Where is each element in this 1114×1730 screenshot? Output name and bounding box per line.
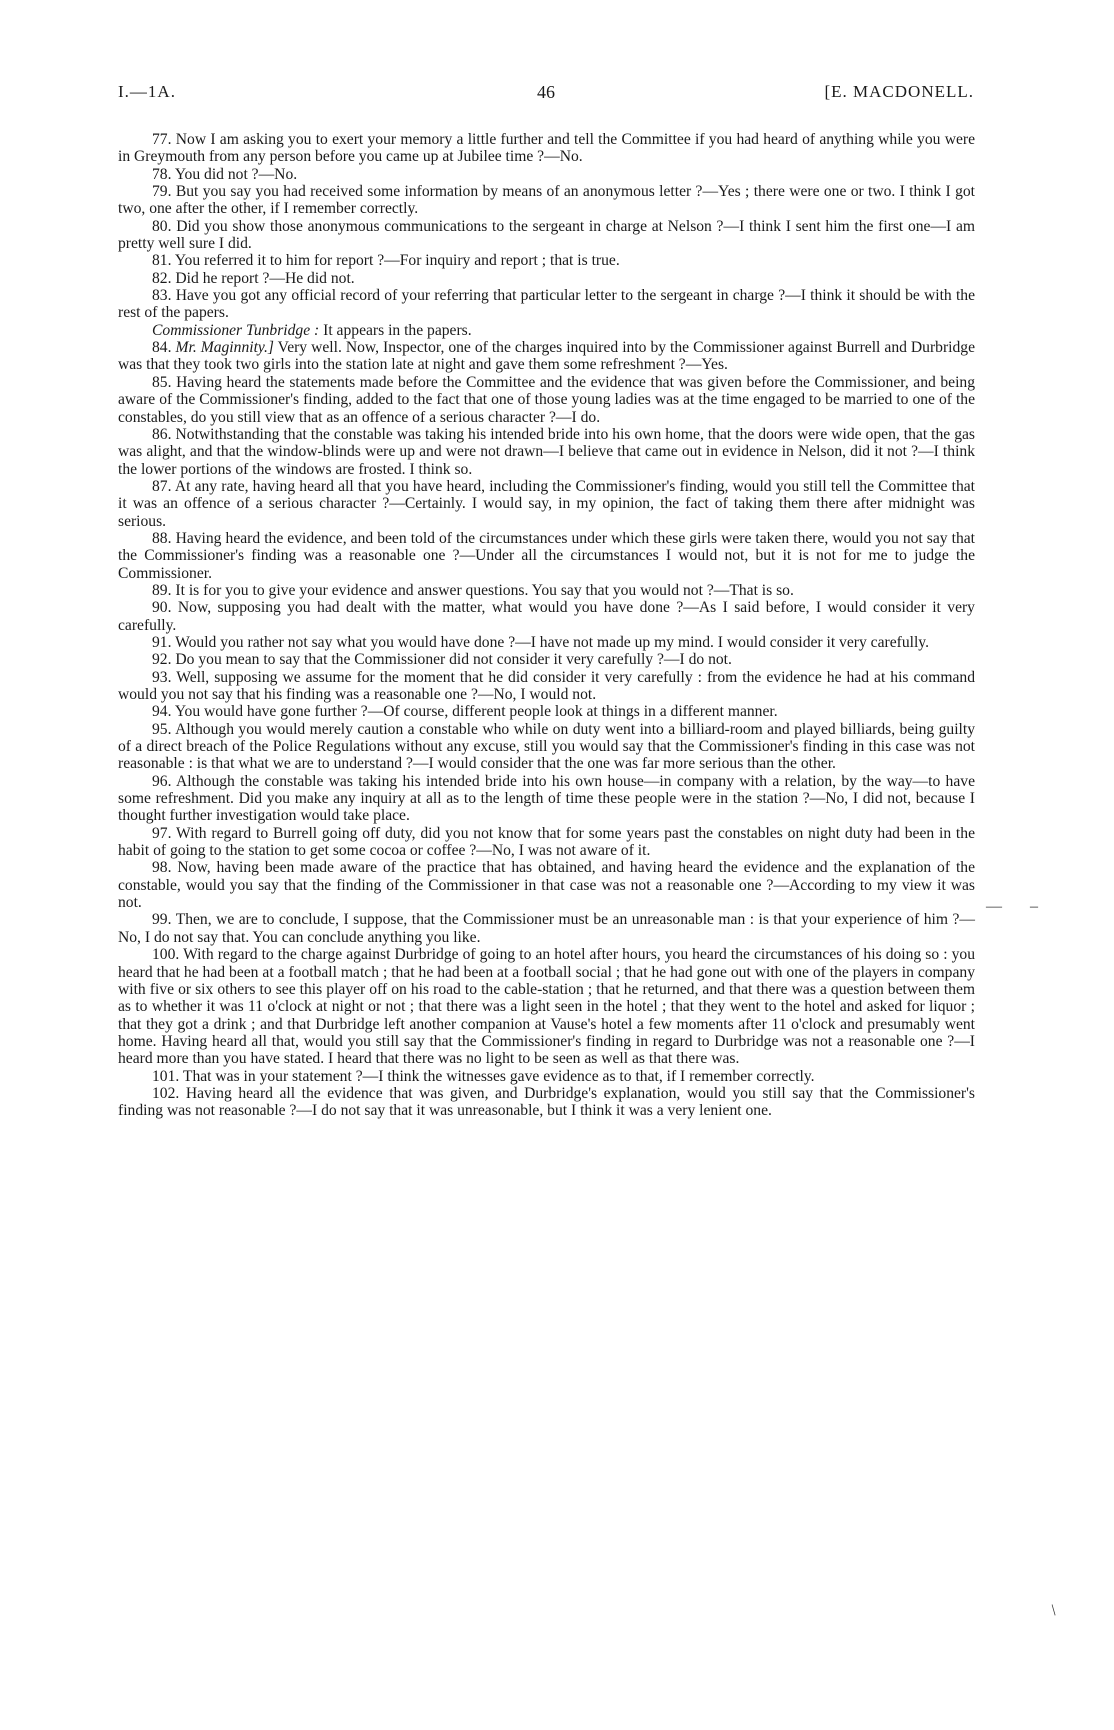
qa-paragraph: [118, 131, 975, 166]
question-number: 96.: [152, 772, 172, 790]
qa-paragraph: [118, 322, 975, 339]
question-number: 93.: [152, 668, 172, 686]
margin-dash-mark: —: [986, 898, 1002, 915]
margin-slash-mark: /: [1047, 1602, 1061, 1619]
page-number: 46: [537, 82, 555, 102]
question-number: 85.: [152, 373, 172, 391]
question-number: 102.: [152, 1084, 180, 1102]
qa-paragraph: [118, 374, 975, 426]
qa-paragraph: [118, 669, 975, 704]
witness-name: [E. MACDONELL.: [824, 82, 974, 101]
qa-paragraph: [118, 582, 975, 599]
paragraph-text: Now, having been made aware of the practice that has obtained, and having heard the evidence and the explanation of the constable, would you say that the finding of the Commissioner in that case was not a reasonable one ?—According to my view it was not.: [118, 859, 975, 912]
paragraph-text: Now I am asking you to exert your memory a little further and tell the Committee if you had heard of anything while you were in Greymouth from any person before you came up at Jubilee time ?—No.: [118, 131, 975, 166]
qa-paragraph: [118, 651, 975, 668]
paragraph-text: You did not ?—No.: [174, 165, 298, 183]
paragraph-text: It is for you to give your evidence and answer questions. You say that you would not ?—That is so.: [175, 581, 794, 599]
question-number: 94.: [152, 703, 172, 721]
paragraph-text: Having heard all the evidence that was given, and Durbridge's explanation, would you still say that the Commissioner's finding was not reasonable ?—I do not say that it was unreasonable, but I think it was a very lenient one.: [118, 1084, 975, 1120]
qa-paragraph: [118, 599, 975, 634]
paragraph-text: Would you rather not say what you would have done ?—I have not made up my mind. I would consider it very carefully.: [175, 633, 929, 651]
qa-paragraph: [118, 825, 975, 860]
document-body: [118, 131, 975, 1120]
paragraph-text: With regard to the charge against Durbridge of going to an hotel after hours, you heard the circumstances of his doing so : you heard that he had been at a football match ; that he had been at a football social ; that he had gone out with one of the players in company with five or six others to see this player off on his road to the cable-station ; that he returned, and that there was a question between them as to whether it was 11 o'clock at night or not ; that there was a light seen in the hotel ; that they went to the hotel and asked for liquor ; that they got a drink ; and that Durbridge left another companion at Vause's hotel a few moments after 11 o'clock and presumably went home. Having heard all that, would you still say that the Commissioner's finding in regard to Durbridge was not a reasonable one ?—I heard more than you have stated. I heard that there was no light to be seen as well as that there was.: [118, 946, 975, 1068]
paragraph-text: Did he report ?—He did not.: [175, 269, 355, 287]
paragraph-text: Did you show those anonymous communications to the sergeant in charge at Nelson ?—I think I sent him the first one—I am pretty well sure I did.: [118, 217, 975, 253]
qa-paragraph: [118, 252, 975, 269]
document-reference: I.—1A.: [118, 82, 176, 101]
qa-paragraph: [118, 1068, 975, 1085]
question-number: 77.: [152, 131, 172, 148]
margin-dash-mark: ‒: [1030, 898, 1038, 915]
speaker-label: Mr. Maginnity.]: [175, 339, 274, 357]
paragraph-text: Although you would merely caution a constable who while on duty went into a billiard-room and played billiards, being guilty of a direct breach of the Police Regulations without any excuse, still you would say that the Commissioner's finding in this case was not reasonable : is that what we are to understand ?—I would consider that the one was far more serious than the other.: [118, 720, 975, 773]
qa-paragraph: [118, 703, 975, 720]
qa-paragraph: [118, 478, 975, 530]
paragraph-text: Do you mean to say that the Commissioner did not consider it very carefully ?—I do not.: [175, 651, 732, 669]
paragraph-text: With regard to Burrell going off duty, did you not know that for some years past the constables on night duty had been in the habit of going to the station to get some cocoa or coffee ?—No, I was not aware of it.: [118, 824, 975, 860]
paragraph-text: You referred it to him for report ?—For inquiry and report ; that is true.: [174, 252, 620, 270]
question-number: 95.: [152, 720, 172, 738]
paragraph-text: You would have gone further ?—Of course, different people look at things in a different manner.: [174, 703, 778, 721]
speaker-label: Commissioner Tunbridge :: [152, 321, 320, 339]
paragraph-text: Although the constable was taking his intended bride into his own house—in company with a relation, by the way—to have some refreshment. Did you make any inquiry at all as to the length of time these people were in the station ?—No, I did not, because I thought further investigation would take place.: [118, 772, 975, 825]
question-number: 89.: [152, 581, 172, 599]
paragraph-text: Have you got any official record of your referring that particular letter to the sergeant in charge ?—I think it should be with the rest of the papers.: [118, 287, 975, 322]
qa-paragraph: [118, 339, 975, 374]
qa-paragraph: [118, 946, 975, 1067]
qa-paragraph: [118, 1085, 975, 1120]
question-number: 87.: [152, 477, 172, 495]
question-number: 98.: [152, 859, 172, 877]
paragraph-text: Notwithstanding that the constable was taking his intended bride into his own home, that the doors were wide open, that the gas was alight, and that the window-blinds were up and were not drawn—I believe that came out in evidence in Nelson, did it not ?—I think the lower portions of the windows are frosted. I think so.: [118, 425, 975, 478]
qa-paragraph: [118, 287, 975, 322]
question-number: 80.: [152, 217, 172, 235]
qa-paragraph: [118, 426, 975, 478]
question-number: 99.: [152, 911, 172, 929]
question-number: 86.: [152, 425, 172, 443]
question-number: 81.: [152, 252, 172, 270]
paragraph-text: Then, we are to conclude, I suppose, that the Commissioner must be an unreasonable man : is that your experience of him ?—No, I do not say that. You can conclude anything you like.: [118, 911, 975, 946]
qa-paragraph: [118, 634, 975, 651]
question-number: 101.: [152, 1067, 180, 1085]
paragraph-text: Well, supposing we assume for the moment that he did consider it very carefully : from the evidence he had at his command would you not say that his finding was a reasonable one ?—No, I would not.: [118, 668, 975, 703]
question-number: 83.: [152, 287, 172, 305]
qa-paragraph: [118, 218, 975, 253]
qa-paragraph: [118, 270, 975, 287]
question-number: 88.: [152, 529, 172, 547]
qa-paragraph: [118, 773, 975, 825]
question-number: 78.: [152, 165, 172, 183]
paragraph-text: That was in your statement ?—I think the witnesses gave evidence as to that, if I remember correctly.: [182, 1067, 815, 1085]
paragraph-text: It appears in the papers.: [323, 321, 472, 339]
paragraph-text: Having heard the statements made before the Committee and the evidence that was given before the Commissioner, and being aware of the Commissioner's finding, added to the fact that one of those young ladies was at the time engaged to be married to one of the constables, do you still view that as an offence of a serious character ?—I do.: [118, 373, 975, 426]
qa-paragraph: [118, 530, 975, 582]
paragraph-text: Having heard the evidence, and been told of the circumstances under which these girls were taken there, would you not say that the Commissioner's finding was a reasonable one ?—Under all the circumstances I would not, but it is not for me to judge the Commissioner.: [118, 529, 976, 582]
paragraph-text: Now, supposing you had dealt with the matter, what would you have done ?—As I said before, I would consider it very carefully.: [118, 599, 975, 634]
question-number: 82.: [152, 269, 172, 287]
paragraph-text: But you say you had received some information by means of an anonymous letter ?—Yes ; there were one or two. I think I got two, one after the other, if I remember correctly.: [118, 183, 976, 218]
qa-paragraph: [118, 183, 975, 218]
question-number: 84.: [152, 339, 172, 357]
question-number: 92.: [152, 651, 172, 669]
paragraph-text: At any rate, having heard all that you have heard, including the Commissioner's finding, would you still tell the Committee that it was an offence of a serious character ?—Certainly. I would say, in my opinion, the fact of taking them there after midnight was serious.: [118, 477, 975, 530]
qa-paragraph: [118, 911, 975, 946]
question-number: 91.: [152, 633, 172, 651]
qa-paragraph: [118, 721, 975, 773]
question-number: 100.: [152, 946, 180, 964]
qa-paragraph: [118, 166, 975, 183]
paragraph-text: Very well. Now, Inspector, one of the charges inquired into by the Commissioner against Burrell and Durbridge was that they took two girls into the station late at night and gave them some refreshment ?—Yes.: [118, 339, 975, 374]
page-header: [118, 82, 974, 106]
question-number: 90.: [152, 599, 172, 617]
qa-paragraph: [118, 859, 975, 911]
question-number: 97.: [152, 824, 172, 842]
question-number: 79.: [152, 183, 172, 201]
